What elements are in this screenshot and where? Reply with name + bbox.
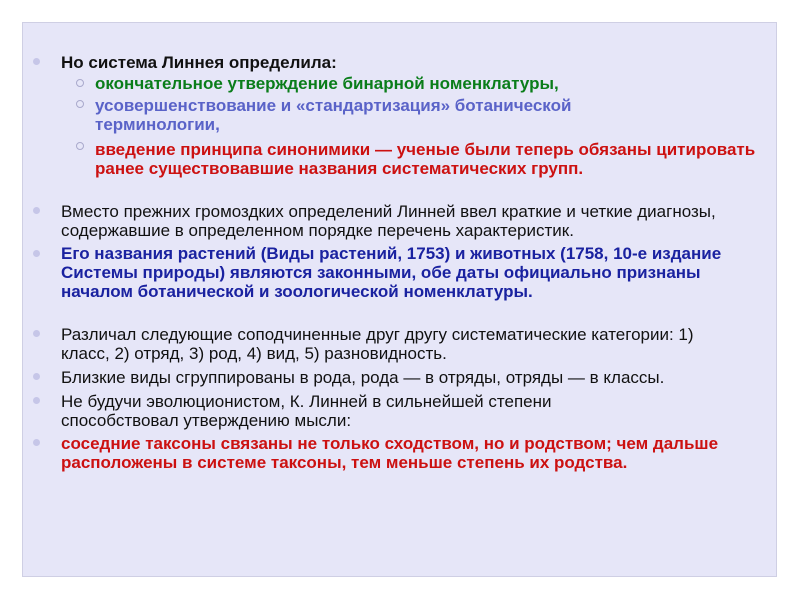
bullet-marker	[33, 373, 40, 380]
bullet-text-linnaeus-system: Но система Линнея определила:	[61, 53, 337, 72]
bullet-text-taxa-kinship: соседние таксоны связаны не только сходством, но и родством; чем дальше расположены в системе таксоны, тем меньше степень их родства.	[61, 434, 719, 472]
sub-bullet-marker	[76, 79, 84, 87]
sub-bullet-terminology: усовершенствование и «стандартизация» ботанической терминологии,	[95, 96, 572, 134]
bullet-marker	[33, 250, 40, 257]
bullet-text-grouping: Близкие виды сгруппированы в рода, рода — в отряды, отряды — в классы.	[61, 368, 665, 387]
sub-bullet-binary-nomenclature: окончательное утверждение бинарной номенклатуры,	[95, 74, 559, 93]
bullet-text-not-evolutionist: Не будучи эволюционистом, К. Линней в сильнейшей степени способствовал утверждению мысли:	[61, 392, 552, 430]
bullet-marker	[33, 207, 40, 214]
bullet-text-plant-animal-names: Его названия растений (Виды растений, 1753) и животных (1758, 10-е издание Системы природы) являются законными, обе даты официально признаны началом ботанической и зоологической номенклатуры.	[61, 244, 722, 301]
bullet-marker	[33, 330, 40, 337]
bullet-text-diagnoses: Вместо прежних громоздких определений Линней ввел краткие и четкие диагнозы, содержавшие в определенном порядке перечень характеристик.	[61, 202, 716, 240]
bullet-marker	[33, 397, 40, 404]
sub-bullet-synonymy: введение принципа синонимики — ученые были теперь обязаны цитировать ранее существовавшие названия систематических групп.	[95, 140, 756, 178]
sub-bullet-marker	[76, 100, 84, 108]
bullet-marker	[33, 439, 40, 446]
bullet-marker	[33, 58, 40, 65]
sub-bullet-marker	[76, 142, 84, 150]
bullet-text-categories: Различал следующие соподчиненные друг другу систематические категории: 1) класс, 2) отряд, 3) род, 4) вид, 5) разновидность.	[61, 325, 694, 363]
